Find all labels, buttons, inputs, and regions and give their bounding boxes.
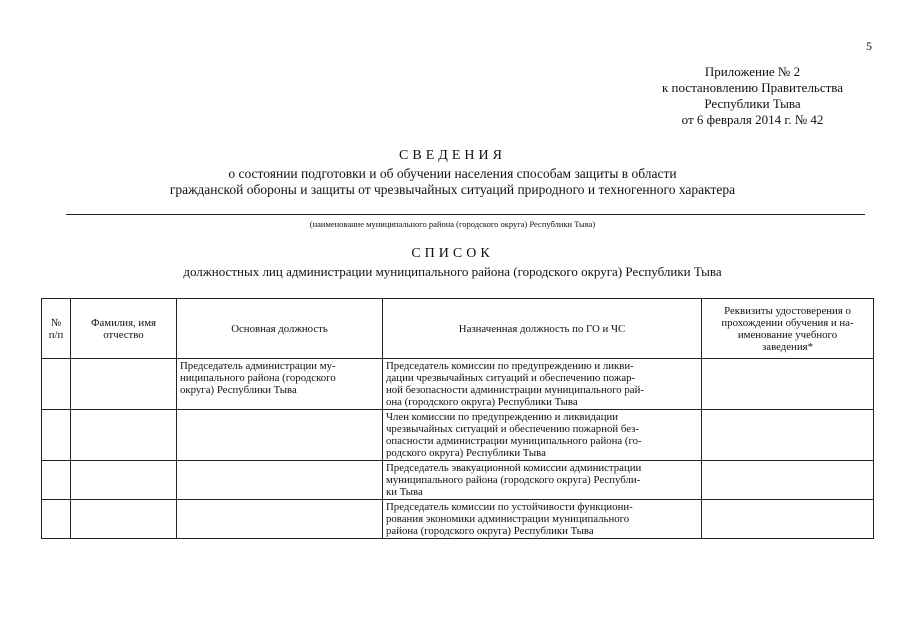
header-text: № — [50, 316, 62, 329]
cell-number — [42, 500, 71, 539]
cell-line: ниципального района (городского — [180, 372, 336, 384]
cell-line: родского округа) Республики Тыва — [386, 447, 546, 459]
cell-line: дации чрезвычайных ситуаций и обеспечению пожар- — [386, 372, 636, 384]
district-name-rule — [66, 214, 865, 215]
header-main-position — [177, 299, 383, 359]
header-text: заведения* — [762, 340, 813, 353]
cell-number — [42, 410, 71, 461]
header-text: именование учебного — [737, 328, 838, 341]
cell-full-name — [71, 359, 177, 410]
appendix-line: Республики Тыва — [704, 96, 801, 111]
cell-certificate — [702, 500, 874, 539]
header-text: Фамилия, имя — [90, 316, 157, 329]
appendix-line: к постановлению Правительства — [661, 80, 844, 95]
appendix-line: Приложение № 2 — [704, 64, 801, 79]
subtitle-line: гражданской обороны и защиты от чрезвычайных ситуаций природного и техногенного характера — [169, 182, 736, 197]
header-number — [42, 299, 71, 359]
cell-line: округа) Республики Тыва — [180, 384, 297, 396]
cell-line: чрезвычайных ситуаций и обеспечению пожарной без- — [386, 423, 639, 435]
header-text: отчество — [103, 328, 144, 341]
cell-certificate — [702, 359, 874, 410]
cell-assigned-position — [383, 410, 702, 461]
document-title: СВЕДЕНИЯ — [399, 148, 506, 163]
cell-line: Член комиссии по предупреждению и ликвидации — [386, 411, 619, 423]
cell-line: ки Тыва — [386, 486, 423, 498]
cell-line: ной безопасности администрации муниципального рай- — [386, 384, 644, 396]
cell-line: Председатель администрации му- — [180, 360, 336, 372]
table-row — [42, 359, 874, 410]
page-number: 5 — [866, 39, 872, 53]
cell-number — [42, 359, 71, 410]
cell-line: муниципального района (городского округа) Республи- — [386, 474, 641, 486]
cell-full-name — [71, 500, 177, 539]
header-assigned-position — [383, 299, 702, 359]
cell-assigned-position — [383, 461, 702, 500]
list-title: СПИСОК — [411, 246, 494, 261]
cell-main-position — [177, 410, 383, 461]
table-header-row — [42, 299, 874, 359]
header-certificate — [702, 299, 874, 359]
cell-line: района (городского округа) Республики Тыва — [386, 525, 594, 537]
cell-line: рования экономики администрации муниципального — [386, 513, 630, 525]
district-name-caption: (наименование муниципального района (городского округа) Республики Тыва) — [309, 219, 596, 229]
cell-line: Председатель комиссии по предупреждению и ликви- — [386, 360, 634, 372]
subtitle-line: о состоянии подготовки и об обучении населения способам защиты в области — [228, 166, 677, 181]
cell-main-position — [177, 500, 383, 539]
officials-table — [41, 298, 874, 539]
header-text: Назначенная должность по ГО и ЧС — [458, 322, 626, 335]
header-text: Реквизиты удостоверения о — [724, 304, 851, 317]
cell-line: она (городского округа) Республики Тыва — [386, 396, 578, 408]
table-row — [42, 461, 874, 500]
cell-line: опасности администрации муниципального района (го- — [386, 435, 642, 447]
cell-full-name — [71, 461, 177, 500]
table-row — [42, 500, 874, 539]
cell-line: Председатель эвакуационной комиссии администрации — [386, 462, 642, 474]
cell-certificate — [702, 410, 874, 461]
list-subtitle: должностных лиц администрации муниципального района (городского округа) Республики Тыва — [183, 264, 722, 279]
header-text: п/п — [48, 328, 64, 341]
header-full-name — [71, 299, 177, 359]
cell-main-position — [177, 359, 383, 410]
header-text: Основная должность — [231, 322, 328, 335]
cell-main-position — [177, 461, 383, 500]
document-subtitle — [0, 166, 905, 198]
cell-number — [42, 461, 71, 500]
header-text: прохождении обучения и на- — [721, 316, 854, 329]
cell-line: Председатель комиссии по устойчивости функциони- — [386, 501, 633, 513]
cell-certificate — [702, 461, 874, 500]
appendix-block — [600, 64, 905, 128]
appendix-line: от 6 февраля 2014 г. № 42 — [681, 112, 824, 127]
table-row — [42, 410, 874, 461]
cell-full-name — [71, 410, 177, 461]
cell-assigned-position — [383, 500, 702, 539]
cell-assigned-position — [383, 359, 702, 410]
